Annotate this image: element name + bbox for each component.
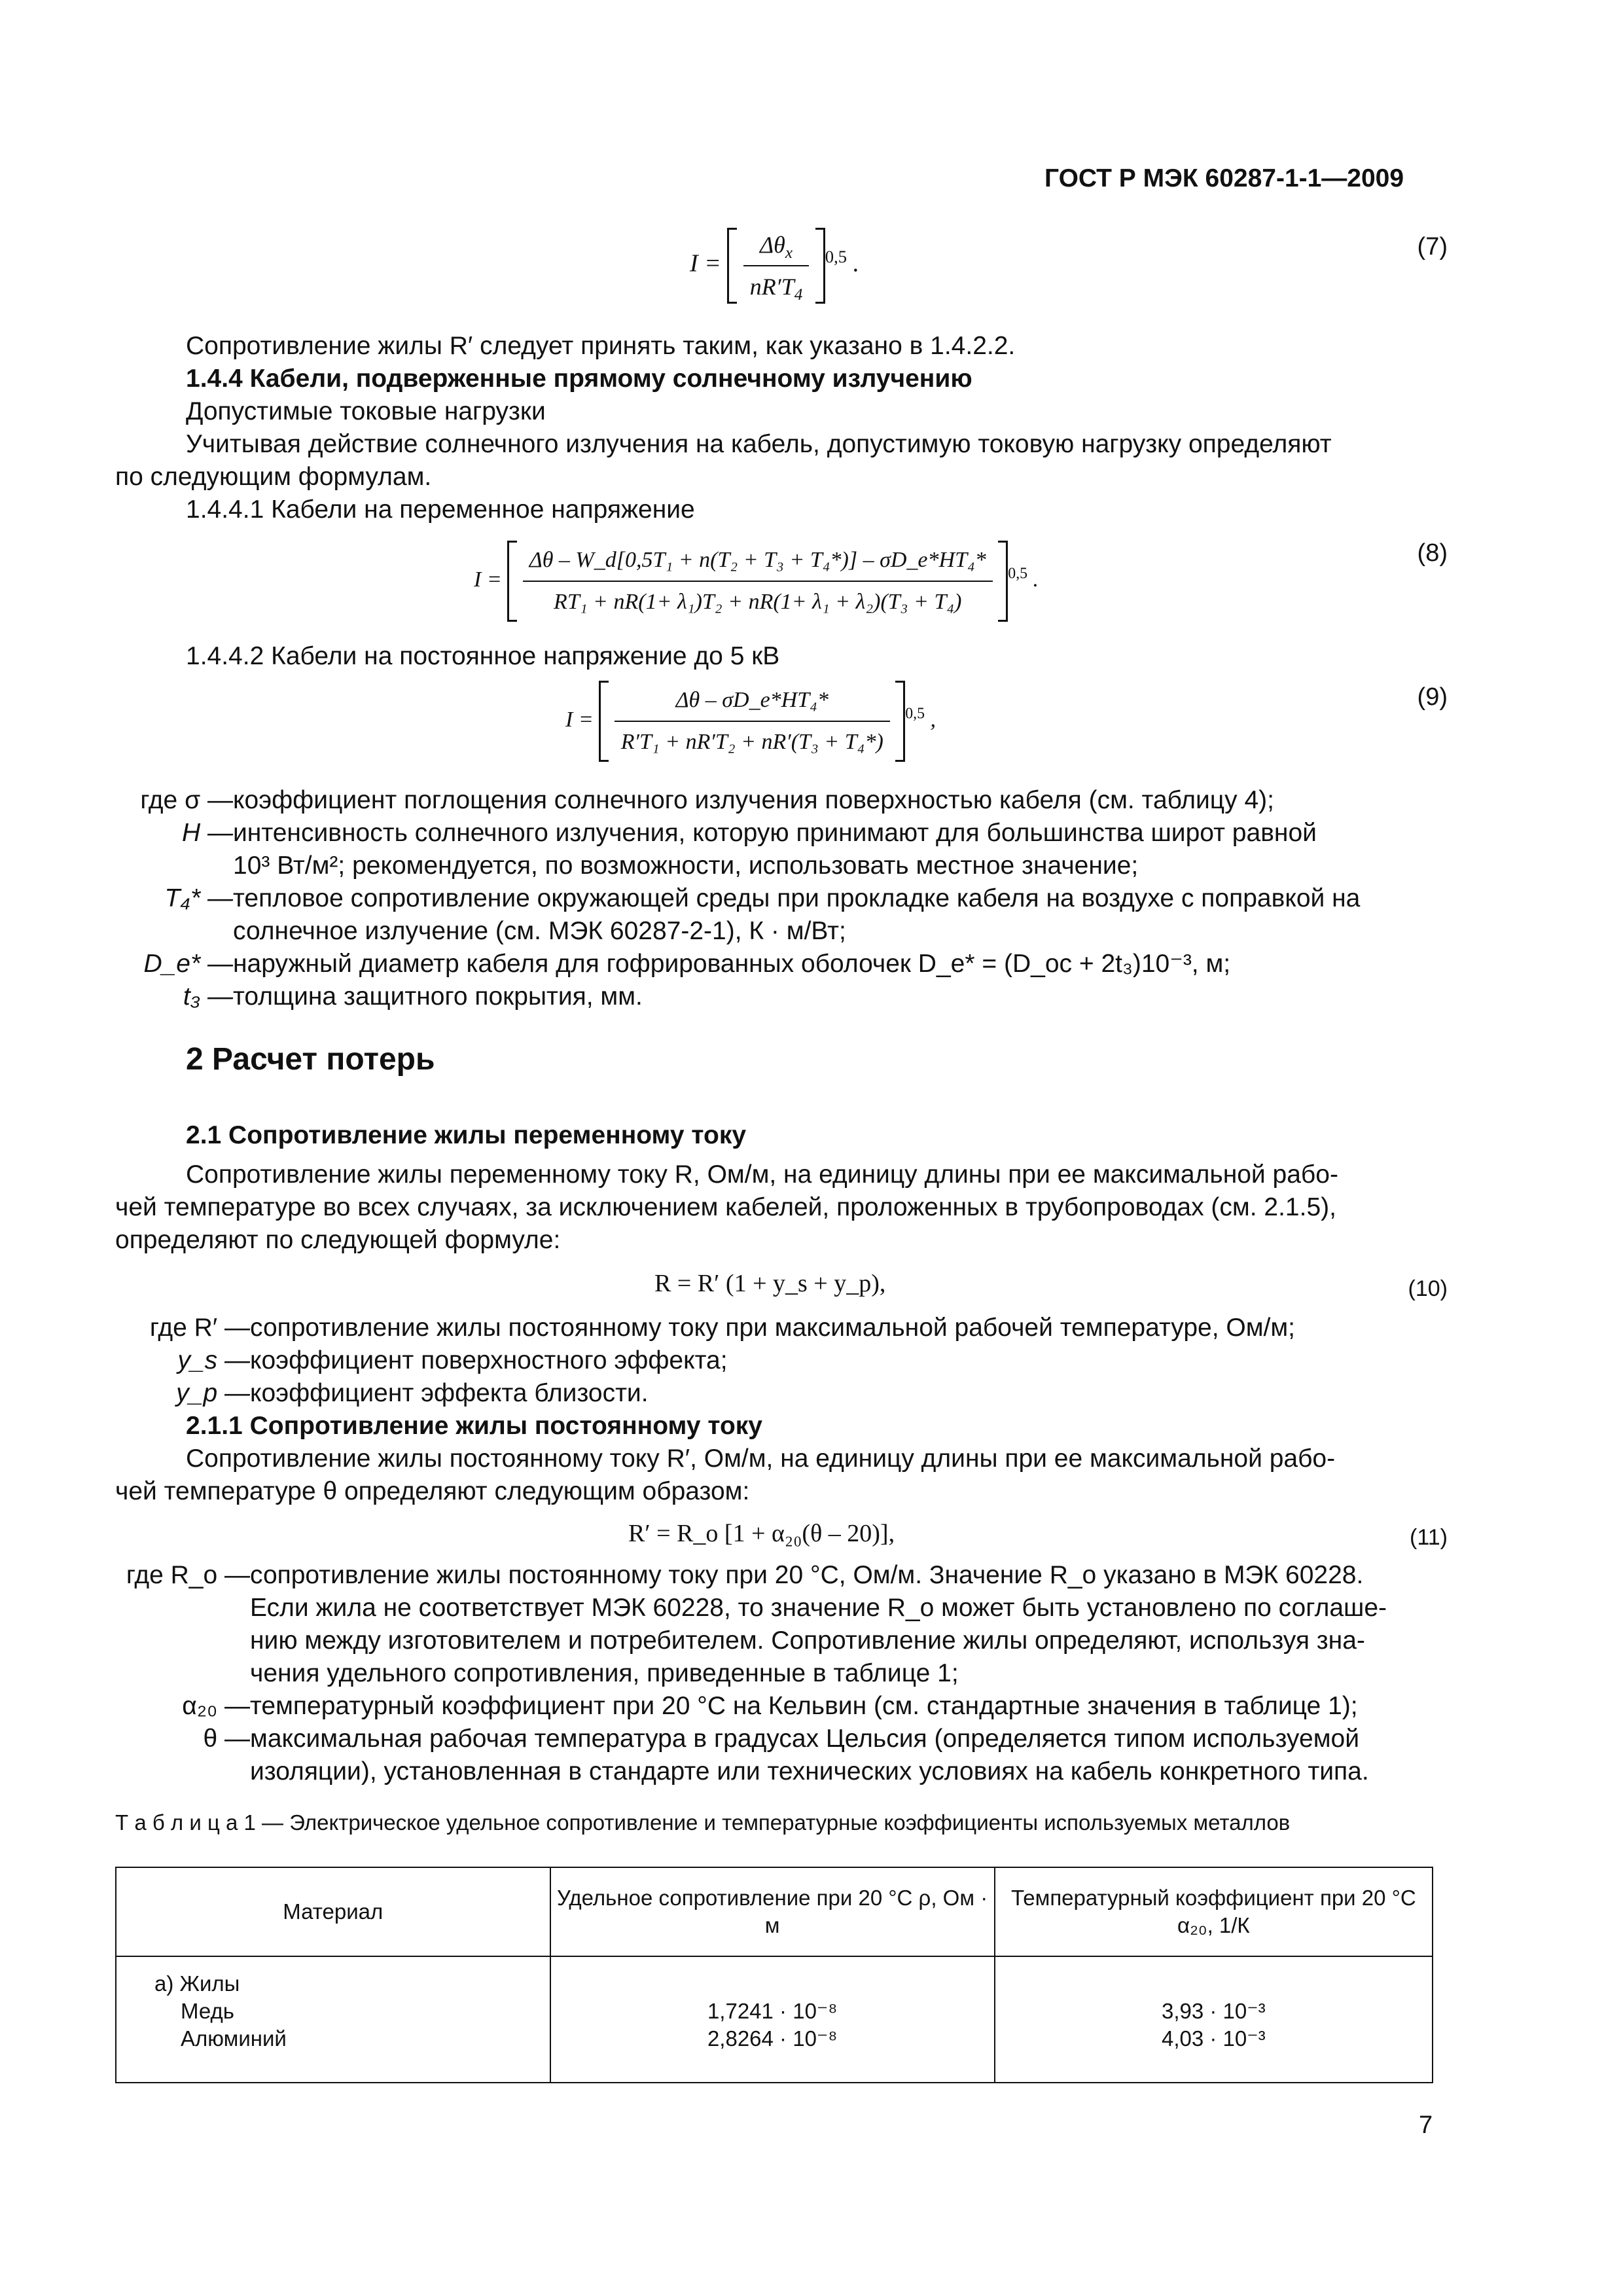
equation-11: R′ = R_o [1 + α₂₀(θ – 20)], (628, 1520, 895, 1547)
resistivity-aluminium: 2,8264 · 10⁻⁸ (707, 2026, 838, 2051)
eq8-exponent: 0,5 (1008, 565, 1028, 583)
equation-9 (565, 681, 936, 762)
equation-7 (690, 228, 859, 304)
equation-8 (474, 541, 1039, 622)
def-text: коэффициент эффекта близости. (250, 1379, 649, 1407)
def-term: y_p — (176, 1379, 250, 1407)
document-header: ГОСТ Р МЭК 60287-1-1—2009 (1044, 164, 1404, 192)
p211-line-1: Сопротивление жилы постоянному току R′, Ом/м, на единицу длины при ее максимальной рабо- (186, 1444, 1336, 1473)
def-term: D_e* — (143, 950, 233, 978)
eq8-tail: . (1033, 567, 1039, 592)
def-text: толщина защитного покрытия, мм. (233, 982, 643, 1011)
def-term: α₂₀ — (182, 1692, 250, 1720)
eq7-numerator-sub: x (785, 244, 793, 262)
def-text: коэффициент поглощения солнечного излучения поверхностью кабеля (см. таблицу 4); (233, 786, 1274, 814)
allowable-loads-text: Допустимые токовые нагрузки (186, 397, 546, 425)
eq8-lhs: I = (474, 567, 502, 592)
table-header-row (116, 1867, 1433, 1956)
page-number: 7 (1419, 2111, 1433, 2139)
solar-paragraph-line-2: по следующим формулам. (115, 463, 432, 491)
coef-copper: 3,93 · 10⁻³ (1161, 1999, 1266, 2023)
equation-9-number: (9) (1417, 683, 1448, 711)
eq7-numerator: Δθ (760, 232, 785, 258)
def-text: солнечное излучение (см. МЭК 60287-2-1), К · м/Вт; (233, 917, 846, 945)
definitions-dc-resistance (115, 1559, 1450, 1788)
table-cell-resistivity (550, 1956, 995, 2083)
equation-10-number: (10) (1408, 1276, 1448, 1301)
eq7-tail: . (853, 249, 860, 278)
table-header-resistivity: Удельное сопротивление при 20 °C ρ, Ом · м (550, 1867, 995, 1956)
material-aluminium: Алюминий (181, 2026, 287, 2051)
def-term: t₃ — (183, 982, 233, 1011)
table-group-label: а) Жилы (154, 1971, 240, 1996)
def-text: температурный коэффициент при 20 °C на Кельвин (см. стандартные значения в таблице 1); (250, 1692, 1358, 1720)
section-1-4-4-heading: 1.4.4 Кабели, подверженные прямому солнечному излучению (186, 365, 972, 393)
material-copper: Медь (181, 1999, 234, 2023)
equation-11-number: (11) (1410, 1525, 1448, 1550)
p211-line-2: чей температуре θ определяют следующим образом: (115, 1477, 750, 1505)
def-text: нию между изготовителем и потребителем. Сопротивление жилы определяют, используя зна- (250, 1626, 1365, 1655)
section-1-4-4-2-heading: 1.4.4.2 Кабели на постоянное напряжение до 5 кВ (186, 642, 780, 670)
def-text: 10³ Вт/м²; рекомендуется, по возможности, использовать местное значение; (233, 852, 1139, 880)
table-1-caption: Т а б л и ц а 1 — Электрическое удельное сопротивление и температурные коэффициенты используемых металлов (115, 1810, 1291, 1835)
eq9-exponent: 0,5 (905, 705, 925, 723)
def-text: интенсивность солнечного излучения, которую принимают для большинства широт равной (233, 819, 1317, 847)
eq7-denominator: nR′T (749, 274, 794, 300)
def-text: сопротивление жилы постоянному току при 20 °C, Ом/м. Значение R_o указано в МЭК 60228. (250, 1561, 1364, 1589)
equation-10: R = R′ (1 + y_s + y_p), (654, 1270, 886, 1297)
definitions-ac-resistance (115, 1312, 1450, 1410)
table-cell-coefficient (995, 1956, 1433, 2083)
def-text: коэффициент поверхностного эффекта; (250, 1346, 728, 1374)
equation-7-number: (7) (1417, 233, 1448, 260)
section-2-1-heading: 2.1 Сопротивление жилы переменному току (186, 1121, 747, 1149)
def-term: где R′ — (149, 1314, 250, 1342)
def-text: максимальная рабочая температура в градусах Цельсия (определяется типом используемой (250, 1725, 1359, 1753)
eq9-denominator: R′T₁ + nR′T₂ + nR′(T₃ + T₄*) (620, 730, 883, 754)
def-text: изоляции), установленная в стандарте или технических условиях на кабель конкретного типа. (250, 1757, 1369, 1785)
section-1-4-4-1-heading: 1.4.4.1 Кабели на переменное напряжение (186, 495, 695, 524)
def-term: T₄* — (164, 884, 233, 912)
eq8-denominator: RT₁ + nR(1+ λ₁)T₂ + nR(1+ λ₁ + λ₂)(T₃ + T₄) (554, 590, 962, 614)
definitions-solar (115, 784, 1450, 1013)
def-term: y_s — (177, 1346, 250, 1374)
def-term: где R_o — (126, 1561, 250, 1589)
section-2-1-1-heading: 2.1.1 Сопротивление жилы постоянному току (186, 1412, 762, 1440)
def-term: θ — (203, 1725, 250, 1753)
table-header-coefficient: Температурный коэффициент при 20 °C α₂₀, 1/К (995, 1867, 1433, 1956)
equation-8-number: (8) (1417, 539, 1448, 567)
eq9-lhs: I = (565, 707, 594, 732)
p21-line-2: чей температуре во всех случаях, за исключением кабелей, проложенных в трубопроводах (см. 2.1.5), (115, 1193, 1336, 1221)
p21-line-3: определяют по следующей формуле: (115, 1226, 561, 1254)
resistivity-copper: 1,7241 · 10⁻⁸ (707, 1999, 838, 2023)
def-term: где σ — (140, 786, 233, 814)
def-text: тепловое сопротивление окружающей среды при прокладке кабеля на воздухе с поправкой на (233, 884, 1361, 912)
resistance-note: Сопротивление жилы R′ следует принять таким, как указано в 1.4.2.2. (186, 332, 1016, 360)
p21-line-1: Сопротивление жилы переменному току R, Ом/м, на единицу длины при ее максимальной рабо- (186, 1160, 1338, 1189)
def-text: Если жила не соответствует МЭК 60228, то значение R_o может быть установлено по соглаше- (250, 1594, 1387, 1622)
def-text: наружный диаметр кабеля для гофрированных оболочек D_e* = (D_oc + 2t₃)10⁻³, м; (233, 950, 1231, 978)
solar-paragraph-line-1: Учитывая действие солнечного излучения на кабель, допустимую токовую нагрузку определяют (186, 430, 1332, 458)
eq7-denominator-sub: 4 (794, 286, 803, 304)
def-term: H — (182, 819, 233, 847)
def-text: сопротивление жилы постоянному току при максимальной рабочей температуре, Ом/м; (250, 1314, 1296, 1342)
eq9-tail: , (930, 707, 936, 732)
eq7-exponent: 0,5 (825, 247, 847, 267)
eq9-numerator: Δθ – σD_e*HT₄* (615, 684, 890, 722)
table-header-material: Материал (116, 1867, 550, 1956)
table-row (116, 1956, 1433, 2083)
table-cell-material (116, 1956, 550, 2083)
def-text: чения удельного сопротивления, приведенные в таблице 1; (250, 1659, 959, 1687)
section-2-heading: 2 Расчет потерь (186, 1042, 435, 1077)
coef-aluminium: 4,03 · 10⁻³ (1161, 2026, 1266, 2051)
eq8-numerator: Δθ – W_d[0,5T₁ + n(T₂ + T₃ + T₄*)] – σD_e*HT₄* (523, 544, 993, 582)
table-1 (115, 1867, 1433, 2083)
eq7-lhs: I = (690, 249, 721, 278)
